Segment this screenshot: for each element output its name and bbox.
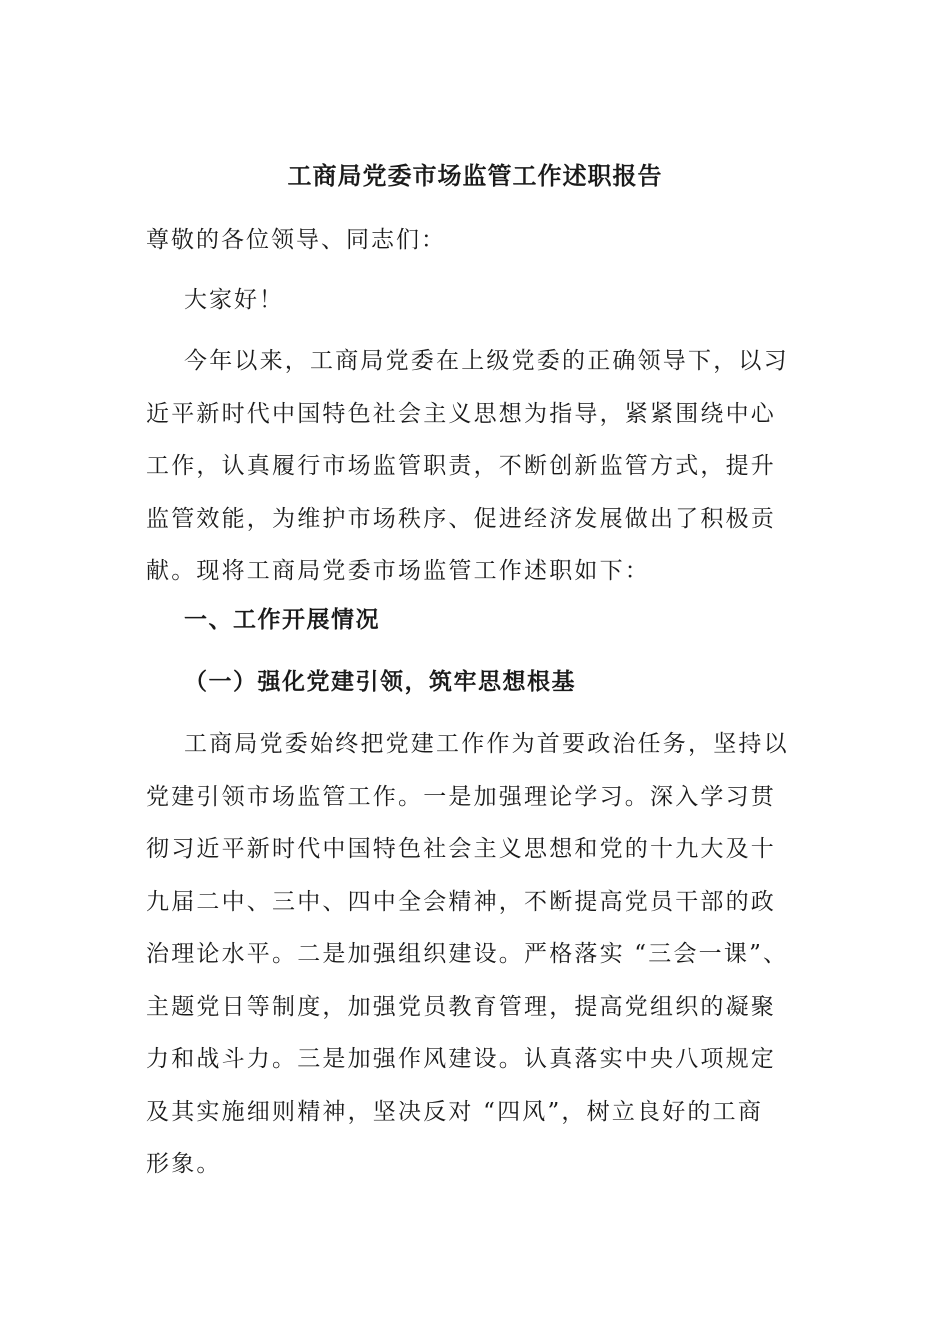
paragraph-line: 工作，认真履行市场监管职责，不断创新监管方式，提升 (146, 453, 776, 479)
document-title: 工商局党委市场监管工作述职报告 (287, 162, 663, 190)
paragraph-line: 近平新时代中国特色社会主义思想为指导，紧紧围绕中心 (146, 400, 776, 427)
paragraph-line: 献。现将工商局党委市场监管工作述职如下： (146, 558, 650, 584)
paragraph-line: 及其实施细则精神，坚决反对 “四风”，树立良好的工商 (146, 1098, 764, 1125)
intro-paragraph (146, 335, 812, 598)
body-paragraph (146, 718, 812, 1191)
paragraph-line: 工商局党委始终把党建工作作为首要政治任务，坚持以 (184, 731, 789, 757)
subsection-heading: （一）强化党建引领，筑牢思想根基 (184, 669, 576, 695)
paragraph-line: 监管效能，为维护市场秩序、促进经济发展做出了积极贡 (146, 505, 776, 532)
paragraph-line: 党建引领市场监管工作。一是加强理论学习。深入学习贯 (146, 783, 776, 810)
paragraph-line: 治理论水平。二是加强组织建设。严格落实 “三会一课”、 (146, 941, 789, 967)
section-heading: 一、工作开展情况 (184, 607, 380, 633)
paragraph-line: 主题党日等制度，加强党员教育管理，提高党组织的凝聚 (146, 993, 776, 1020)
opening-greeting: 大家好！ (184, 287, 284, 313)
paragraph-line: 今年以来，工商局党委在上级党委的正确领导下，以习 (184, 348, 789, 374)
paragraph-line: 彻习近平新时代中国特色社会主义思想和党的十九大及十 (146, 836, 776, 862)
salutation: 尊敬的各位领导、同志们： (146, 227, 446, 253)
paragraph-line: 九届二中、三中、四中全会精神，不断提高党员干部的政 (146, 888, 776, 915)
paragraph-line: 形象。 (146, 1151, 222, 1177)
paragraph-line: 力和战斗力。三是加强作风建设。认真落实中央八项规定 (146, 1046, 776, 1072)
